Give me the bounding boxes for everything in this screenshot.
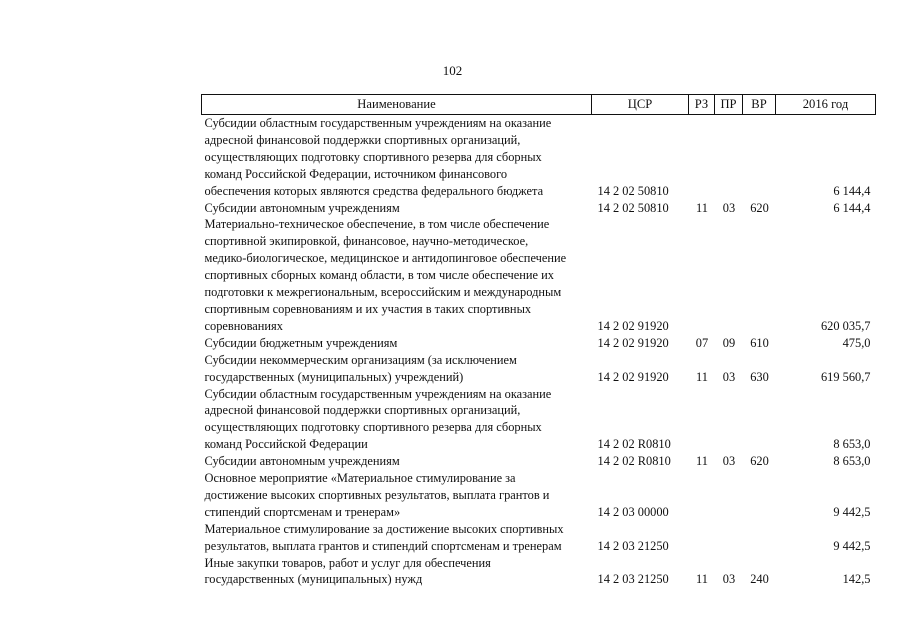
row-rz: 11 (696, 369, 708, 384)
row-name-line: адресной финансовой поддержки спортивных организаций, (204, 403, 521, 418)
table-row (202, 470, 876, 521)
row-pr: 03 (722, 454, 736, 469)
row-rz: 07 (695, 335, 709, 350)
header-row (202, 95, 876, 115)
row-name-line: государственных (муниципальных) учреждений) (204, 369, 464, 384)
header-year: 2016 год (776, 95, 876, 115)
header-pr: ПР (715, 95, 743, 115)
row-vr (743, 470, 776, 521)
row-rz (689, 470, 715, 521)
row-name-line: Субсидии областным государственным учреждениям на оказание (204, 116, 552, 130)
row-amount: 6 144,4 (833, 183, 871, 198)
row-name-line: Субсидии бюджетным учреждениям (204, 335, 398, 350)
row-csr: 14 2 03 21250 (597, 572, 669, 587)
row-name-line: Материально-техническое обеспечение, в том числе обеспечение (204, 217, 550, 232)
row-rz (689, 115, 715, 200)
row-rz: 11 (696, 572, 708, 587)
row-vr: 610 (750, 335, 769, 350)
row-vr: 620 (750, 200, 769, 215)
row-rz: 11 (696, 200, 708, 215)
header-name: Наименование (202, 95, 592, 115)
table-row (202, 352, 876, 386)
row-pr: 09 (722, 335, 736, 350)
row-name-line: спортивной экипировкой, финансовое, научно-методическое, (204, 234, 529, 249)
row-rz (689, 521, 715, 555)
row-name-line: Субсидии автономным учреждениям (204, 200, 400, 215)
row-amount: 142,5 (842, 572, 871, 587)
row-name-line: адресной финансовой поддержки спортивных организаций, (204, 132, 521, 147)
row-csr: 14 2 02 91920 (597, 335, 669, 350)
table-row (202, 200, 876, 217)
table-header (202, 95, 876, 115)
row-vr: 630 (750, 369, 769, 384)
row-pr (715, 470, 743, 521)
row-csr: 14 2 02 50810 (597, 200, 669, 215)
table-body (202, 115, 876, 589)
row-vr (743, 115, 776, 200)
row-amount: 619 560,7 (820, 369, 871, 384)
row-name-line: осуществляющих подготовку спортивного резерва для сборных (204, 149, 542, 164)
row-name-line: Субсидии автономным учреждениям (204, 454, 400, 469)
table-row (202, 555, 876, 589)
table-row (202, 521, 876, 555)
row-vr (743, 386, 776, 454)
page-number: 102 (442, 63, 463, 78)
row-pr (715, 386, 743, 454)
row-name-line: Субсидии некоммерческим организациям (за исключением (204, 352, 517, 367)
row-name (202, 555, 592, 589)
row-csr: 14 2 02 R0810 (597, 437, 671, 452)
row-name-line: медико-биологическое, медицинское и антидопинговое обеспечение (204, 251, 567, 266)
row-name-line: достижение высоких спортивных результатов, выплата грантов и (204, 487, 550, 502)
row-pr (715, 216, 743, 334)
row-csr: 14 2 02 91920 (597, 369, 669, 384)
row-pr (715, 521, 743, 555)
table-row (202, 115, 876, 200)
row-name-line: спортивным соревнованиям и их участия в таких спортивных (204, 301, 532, 316)
row-amount: 620 035,7 (820, 318, 871, 333)
row-name (202, 453, 592, 470)
row-csr: 14 2 02 91920 (597, 318, 669, 333)
row-name-line: обеспечения которых являются средства федерального бюджета (204, 183, 544, 198)
row-name-line: команд Российской Федерации (204, 437, 368, 452)
row-name-line: Материальное стимулирование за достижение высоких спортивных (204, 521, 564, 536)
header-vr: ВР (743, 95, 776, 115)
row-csr: 14 2 02 R0810 (597, 454, 671, 469)
row-rz (689, 216, 715, 334)
row-pr: 03 (722, 200, 736, 215)
row-name (202, 386, 592, 454)
row-name-line: Иные закупки товаров, работ и услуг для обеспечения (204, 555, 491, 570)
row-name-line: спортивных сборных команд области, в том числе обеспечение их (204, 268, 554, 283)
row-csr: 14 2 03 00000 (597, 504, 669, 519)
row-name-line: Субсидии областным государственным учреждениям на оказание (204, 386, 552, 401)
row-name (202, 216, 592, 334)
row-amount: 475,0 (842, 335, 871, 350)
row-name (202, 352, 592, 386)
budget-table (201, 94, 876, 588)
row-rz: 11 (696, 454, 708, 469)
row-name-line: подготовки к межрегиональным, всероссийским и международным (204, 285, 562, 300)
row-vr (743, 521, 776, 555)
row-csr: 14 2 02 50810 (597, 183, 669, 198)
row-name (202, 200, 592, 217)
table-row (202, 216, 876, 334)
row-vr (743, 216, 776, 334)
row-name-line: соревнованиях (204, 318, 283, 333)
row-name (202, 115, 592, 200)
row-name-line: стипендий спортсменам и тренерам» (204, 504, 401, 519)
row-csr: 14 2 03 21250 (597, 538, 669, 553)
row-name-line: Основное мероприятие «Материальное стимулирование за (204, 471, 516, 486)
row-name-line: осуществляющих подготовку спортивного резерва для сборных (204, 420, 542, 435)
row-amount: 9 442,5 (833, 504, 871, 519)
row-name-line: результатов, выплата грантов и стипендий спортсменам и тренерам (204, 538, 562, 553)
row-pr: 03 (722, 572, 736, 587)
row-pr: 03 (722, 369, 736, 384)
row-amount: 8 653,0 (833, 454, 871, 469)
header-csr: ЦСР (592, 95, 689, 115)
table-row (202, 453, 876, 470)
row-name (202, 521, 592, 555)
row-name (202, 335, 592, 352)
row-amount: 8 653,0 (833, 437, 871, 452)
table-row (202, 386, 876, 454)
header-rz: РЗ (689, 95, 715, 115)
row-name (202, 470, 592, 521)
row-rz (689, 386, 715, 454)
row-amount: 6 144,4 (833, 200, 871, 215)
row-vr: 240 (750, 572, 769, 587)
row-name-line: команд Российской Федерации, источником финансового (204, 166, 508, 181)
row-amount: 9 442,5 (833, 538, 871, 553)
row-vr: 620 (750, 454, 769, 469)
table-row (202, 335, 876, 352)
row-pr (715, 115, 743, 200)
row-name-line: государственных (муниципальных) нужд (204, 572, 423, 587)
